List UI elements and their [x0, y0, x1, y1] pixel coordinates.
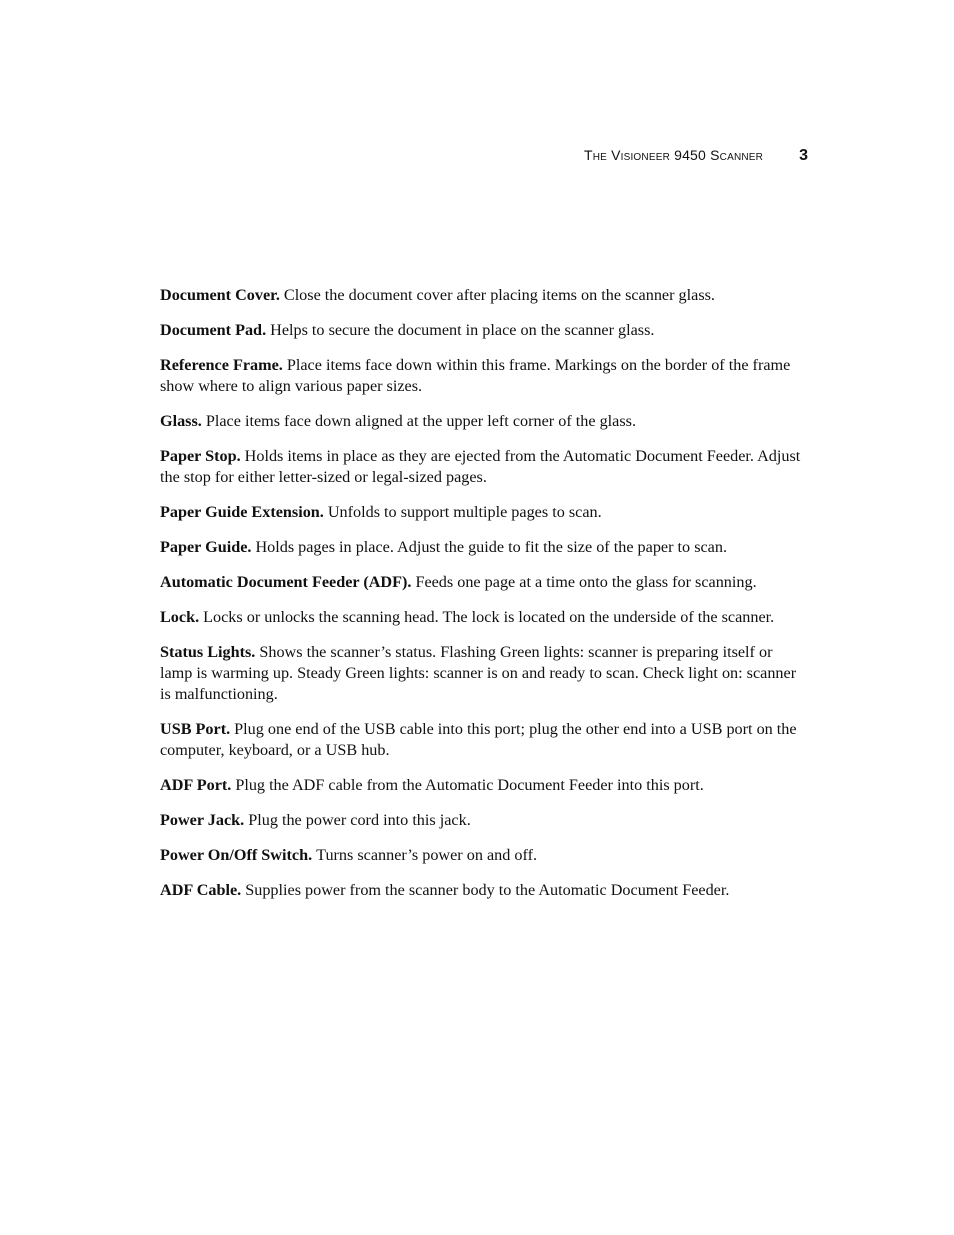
entry-term: Power Jack. — [160, 811, 245, 829]
entry-description: Supplies power from the scanner body to the Automatic Document Feeder. — [245, 881, 730, 899]
entry-description: Plug the ADF cable from the Automatic Document Feeder into this port. — [235, 776, 704, 794]
entry-document-cover — [160, 285, 802, 306]
entry-description: Close the document cover after placing items on the scanner glass. — [283, 286, 715, 304]
entry-automatic-document-feeder — [160, 572, 802, 593]
entry-term: Power On/Off Switch. — [160, 846, 313, 864]
header-title: The Visioneer 9450 Scanner — [583, 147, 764, 163]
entry-lock — [160, 607, 802, 628]
definition-list — [160, 285, 802, 915]
entry-status-lights — [160, 642, 802, 705]
entry-adf-port — [160, 775, 802, 796]
page-number: 3 — [799, 147, 808, 164]
entry-term: Paper Guide. — [160, 538, 252, 556]
entry-paper-stop — [160, 446, 802, 488]
entry-term: Paper Stop. — [160, 447, 241, 465]
running-header — [560, 147, 808, 169]
entry-description: Shows the scanner’s status. Flashing Green lights: scanner is preparing itself or lamp is warming up. Steady Green lights: scanner is on and ready to scan. Check light on: scanner is malfunctioning. — [160, 643, 797, 703]
entry-term: Reference Frame. — [160, 356, 283, 374]
entry-document-pad — [160, 320, 802, 341]
entry-term: Automatic Document Feeder (ADF). — [160, 573, 412, 591]
entry-description: Unfolds to support multiple pages to scan. — [327, 503, 602, 521]
entry-term: ADF Cable. — [160, 881, 242, 899]
entry-term: Glass. — [160, 412, 202, 430]
entry-description: Holds pages in place. Adjust the guide to fit the size of the paper to scan. — [255, 538, 728, 556]
entry-description: Place items face down within this frame. Markings on the border of the frame show where to align various paper sizes. — [160, 356, 791, 395]
entry-glass — [160, 411, 802, 432]
entry-description: Feeds one page at a time onto the glass for scanning. — [415, 573, 757, 591]
entry-reference-frame — [160, 355, 802, 397]
entry-description: Plug one end of the USB cable into this port; plug the other end into a USB port on the computer, keyboard, or a USB hub. — [160, 720, 797, 759]
entry-term: Document Pad. — [160, 321, 267, 339]
entry-term: Status Lights. — [160, 643, 256, 661]
entry-adf-cable — [160, 880, 802, 901]
entry-term: USB Port. — [160, 720, 231, 738]
entry-description: Turns scanner’s power on and off. — [316, 846, 538, 864]
entry-description: Plug the power cord into this jack. — [248, 811, 471, 829]
entry-usb-port — [160, 719, 802, 761]
entry-description: Locks or unlocks the scanning head. The lock is located on the underside of the scanner. — [203, 608, 775, 626]
entry-description: Holds items in place as they are ejected from the Automatic Document Feeder. Adjust the stop for either letter-sized or legal-sized pages. — [160, 447, 801, 486]
entry-description: Helps to secure the document in place on the scanner glass. — [270, 321, 655, 339]
entry-power-jack — [160, 810, 802, 831]
entry-term: Lock. — [160, 608, 200, 626]
entry-description: Place items face down aligned at the upper left corner of the glass. — [205, 412, 636, 430]
entry-power-switch — [160, 845, 802, 866]
entry-term: Paper Guide Extension. — [160, 503, 324, 521]
entry-term: ADF Port. — [160, 776, 232, 794]
entry-paper-guide — [160, 537, 802, 558]
entry-term: Document Cover. — [160, 286, 280, 304]
entry-paper-guide-extension — [160, 502, 802, 523]
